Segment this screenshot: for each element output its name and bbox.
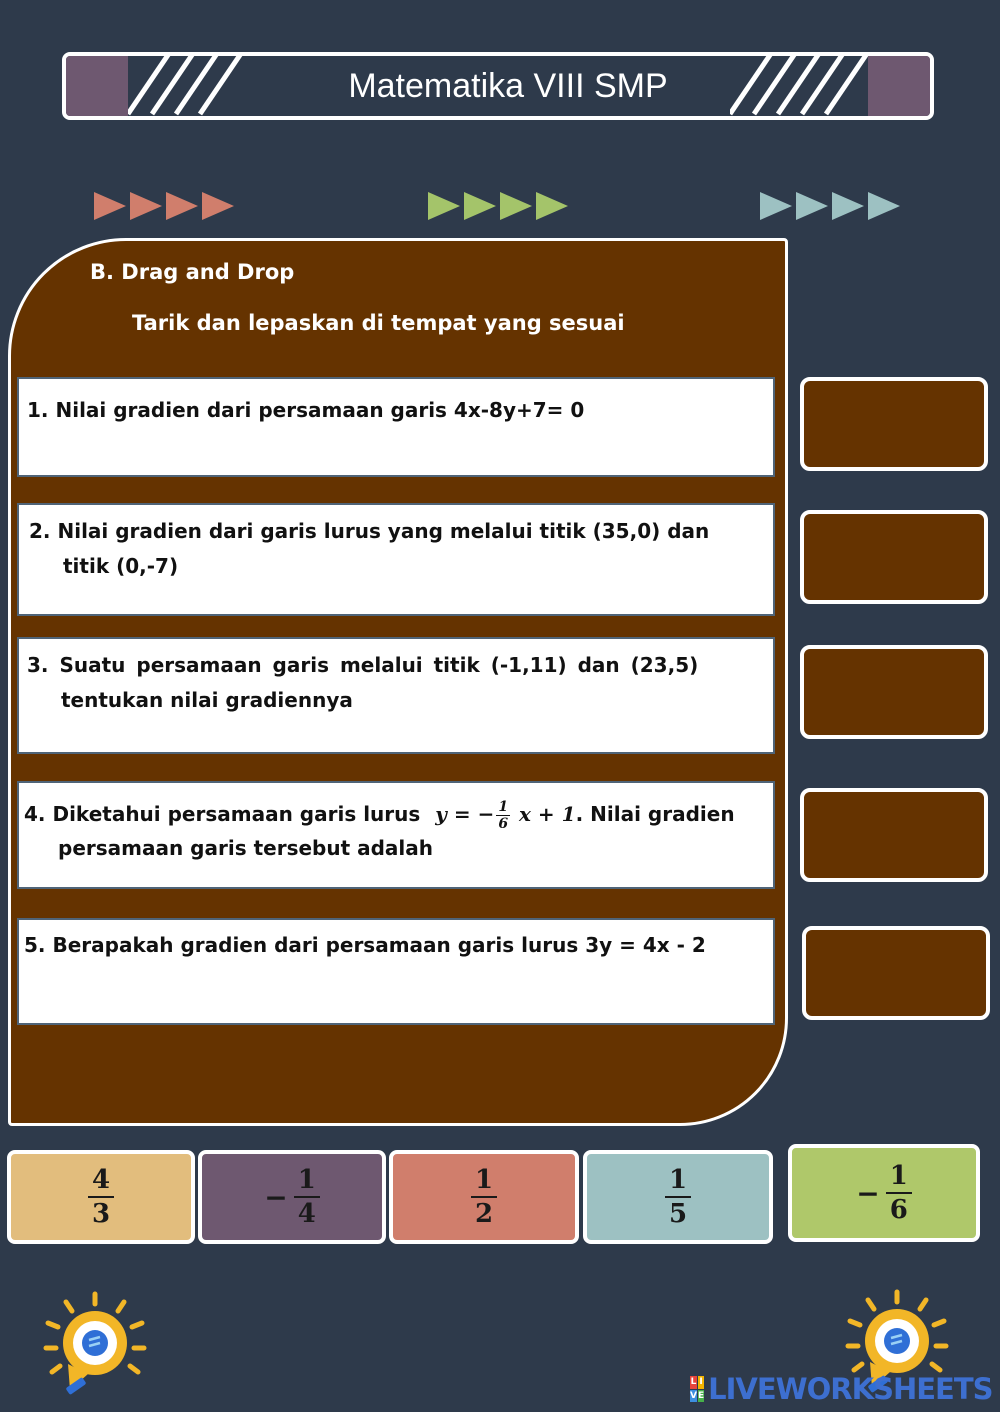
question-4-eq-den: 6 xyxy=(498,816,509,832)
logo-letter-3: V xyxy=(690,1390,697,1401)
answer-5-sign: − xyxy=(856,1176,880,1210)
question-4-eq-lhs: y = − xyxy=(435,802,495,826)
question-2-line-1: 2. Nilai gradien dari garis lurus yang melalui titik (35,0) dan xyxy=(29,519,710,543)
drop-target-3[interactable] xyxy=(800,645,988,739)
question-4 xyxy=(17,781,775,889)
question-4-line-1 xyxy=(24,795,759,833)
answer-tile-4[interactable] xyxy=(583,1150,773,1244)
answer-4-denominator: 5 xyxy=(668,1199,688,1229)
answer-3-numerator: 1 xyxy=(471,1164,497,1198)
answer-4-fraction xyxy=(665,1164,691,1230)
question-3-line-2: tentukan nilai gradiennya xyxy=(61,688,353,712)
question-3-line-1 xyxy=(27,648,759,683)
question-5 xyxy=(17,918,775,1025)
logo-letter-4: E xyxy=(697,1390,705,1401)
watermark-text: LIVEWORKSHEETS xyxy=(708,1372,993,1406)
answer-2-fraction xyxy=(294,1164,320,1230)
question-4-eq-fraction xyxy=(496,799,510,832)
question-4-suffix: . Nilai gradien xyxy=(575,802,735,826)
drop-target-4[interactable] xyxy=(800,788,988,882)
lightbulb-icon-left xyxy=(40,1290,150,1400)
answer-tile-2[interactable] xyxy=(198,1150,386,1244)
question-4-line-2: persamaan garis tersebut adalah xyxy=(58,836,434,860)
question-1 xyxy=(17,377,775,477)
question-3-line-1-text: 3. Suatu persamaan garis melalui titik (-1,11) dan (23,5) xyxy=(27,653,699,677)
question-4-eq-rhs: x + 1 xyxy=(519,802,576,826)
page-title: Matematika VIII SMP xyxy=(348,66,668,105)
arrow-row-icon-3 xyxy=(760,192,905,220)
answer-tile-5[interactable] xyxy=(788,1144,980,1242)
drop-target-5[interactable] xyxy=(802,926,990,1020)
arrow-row-icon-1 xyxy=(94,192,239,220)
answer-5-fraction xyxy=(886,1160,912,1226)
header-banner xyxy=(62,52,934,120)
answer-2-denominator: 4 xyxy=(297,1199,316,1229)
answer-3-denominator: 2 xyxy=(474,1199,494,1229)
answer-1-denominator: 3 xyxy=(91,1199,111,1229)
drop-target-1[interactable] xyxy=(800,377,988,471)
answer-5-denominator: 6 xyxy=(889,1195,908,1225)
answer-1-numerator: 4 xyxy=(88,1164,114,1198)
answer-2-sign: − xyxy=(264,1180,288,1214)
answer-tile-3[interactable] xyxy=(389,1150,579,1244)
question-5-text: 5. Berapakah gradien dari persamaan garis lurus 3y = 4x - 2 xyxy=(24,933,706,957)
liveworksheets-watermark xyxy=(690,1372,993,1406)
question-3 xyxy=(17,637,775,754)
question-2-line-2: titik (0,-7) xyxy=(63,554,179,578)
answer-1-fraction xyxy=(88,1164,114,1230)
question-1-text: 1. Nilai gradien dari persamaan garis 4x-8y+7= 0 xyxy=(27,398,585,422)
answer-2-numerator: 1 xyxy=(294,1164,320,1198)
logo-letter-2: I xyxy=(699,1377,703,1387)
instruction-text: Tarik dan lepaskan di tempat yang sesuai xyxy=(132,311,625,335)
section-title: B. Drag and Drop xyxy=(90,260,295,284)
answer-5-numerator: 1 xyxy=(886,1160,912,1194)
drop-target-2[interactable] xyxy=(800,510,988,604)
answer-3-fraction xyxy=(471,1164,497,1230)
arrow-row-icon-2 xyxy=(428,192,573,220)
question-4-eq-num: 1 xyxy=(498,799,509,815)
question-4-prefix: 4. Diketahui persamaan garis lurus xyxy=(24,802,421,826)
liveworksheets-logo-icon xyxy=(690,1376,704,1402)
answer-4-numerator: 1 xyxy=(665,1164,691,1198)
logo-letter-1: L xyxy=(690,1377,697,1387)
answer-tile-1[interactable] xyxy=(7,1150,195,1244)
question-2 xyxy=(17,503,775,616)
